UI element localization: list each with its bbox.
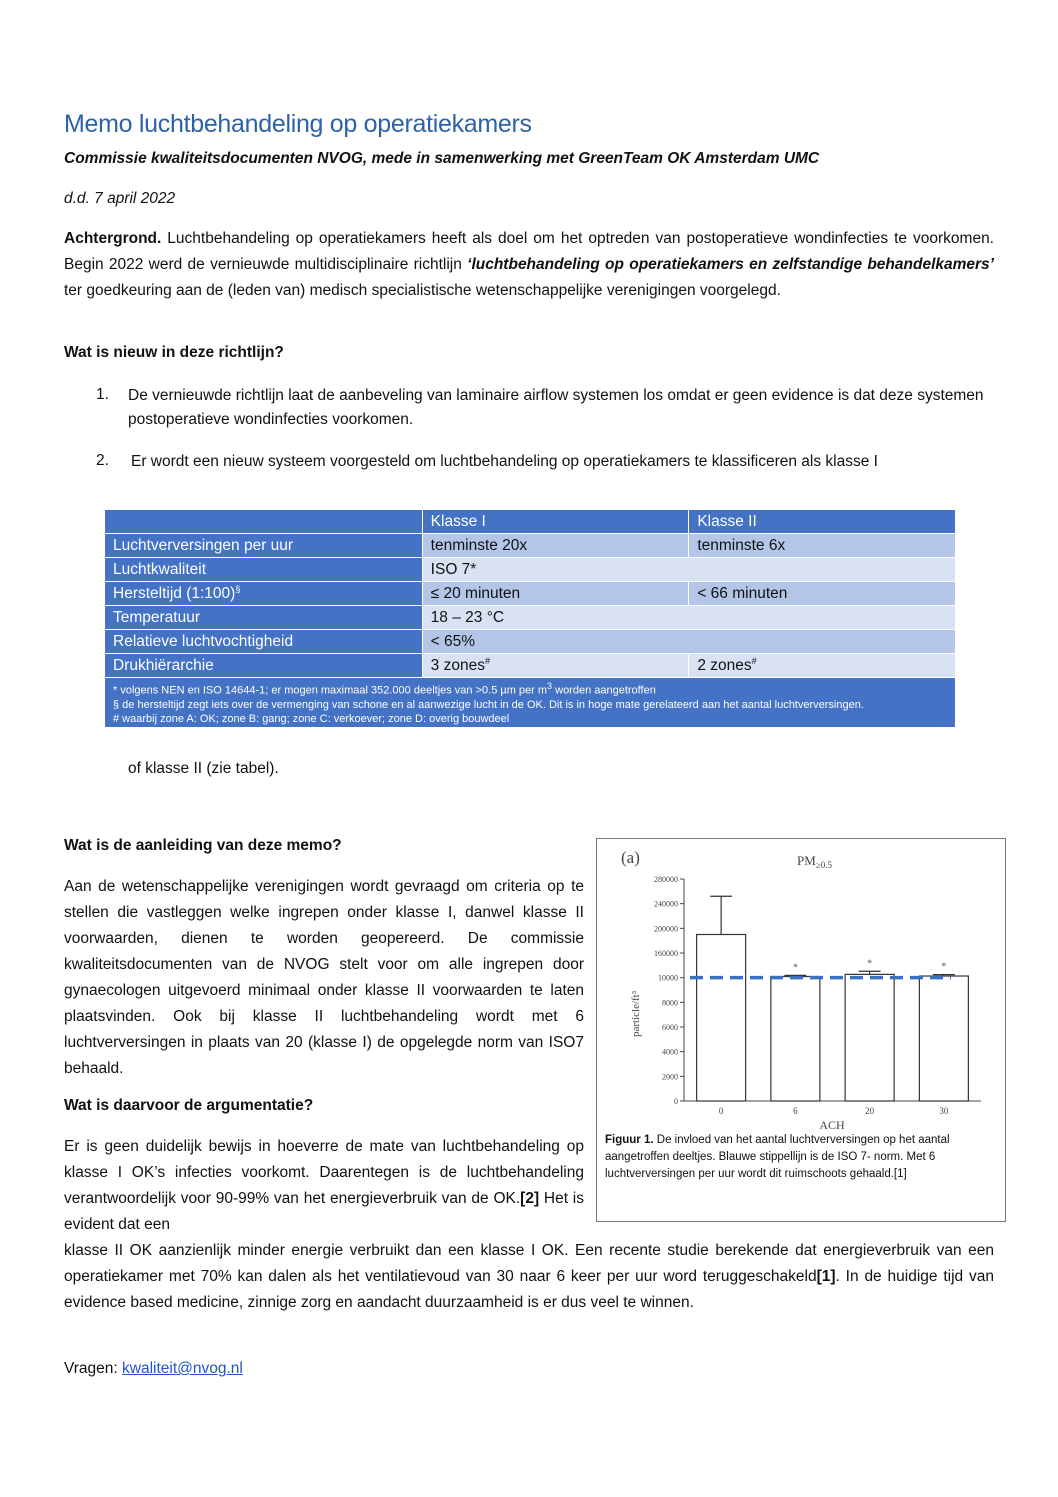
note-text: * volgens NEN en ISO 14644-1; er mogen maximaal 352.000 deeltjes van >0.5 µm per m <box>113 684 548 697</box>
chart-title <box>797 853 832 870</box>
argument-paragraph-wide <box>64 1238 994 1316</box>
page-title: Memo luchtbehandeling op operatiekamers <box>64 110 532 138</box>
cell-text: 2 zones <box>697 657 752 675</box>
footnote-marker: § <box>235 583 241 594</box>
significance-marker: * <box>867 958 873 970</box>
table-row <box>105 606 956 630</box>
table-note: § de hersteltijd zegt iets over de vermenging van schone en al aanwezige lucht in de OK. Dit is in hoge mate gerelateerd aan het aantal luchtverversingen. <box>113 698 864 711</box>
table-header-cell: Klasse I <box>422 510 689 534</box>
table-note <box>113 679 947 698</box>
y-tick-label: 280000 <box>654 875 678 884</box>
x-tick-label: 30 <box>939 1106 949 1116</box>
table-row <box>105 654 956 678</box>
argument-paragraph-narrow <box>64 1134 584 1238</box>
row-label-text: Hersteltijd (1:100) <box>113 585 236 603</box>
row-label: Relatieve luchtvochtigheid <box>105 630 423 654</box>
section-heading-reason: Wat is de aanleiding van deze memo? <box>64 837 342 854</box>
figure-frame <box>596 838 1006 1222</box>
row-label: Luchtkwaliteit <box>105 558 423 582</box>
page-subtitle: Commissie kwaliteitsdocumenten NVOG, mede in samenwerking met GreenTeam OK Amsterdam UMC <box>64 150 820 167</box>
list-item-continuation: of klasse II (zie tabel). <box>128 760 279 777</box>
y-tick-label: 200000 <box>654 924 678 934</box>
y-tick-label: 160000 <box>654 949 678 958</box>
caption-label: Figuur 1. <box>605 1134 654 1146</box>
list-item-number: 1. <box>96 386 109 403</box>
table-cell: tenminste 6x <box>689 534 956 558</box>
list-item-text: Er wordt een nieuw systeem voorgesteld om luchtbehandeling op operatiekamers te klassificeren als klasse I <box>131 453 878 470</box>
reference-2: [2] <box>520 1190 540 1207</box>
list-item-number: 2. <box>96 452 109 469</box>
table-header-cell <box>105 510 423 534</box>
chart-title-sub: ≥0.5 <box>815 860 832 870</box>
guideline-title: ‘luchtbehandeling op operatiekamers en zelfstandige behandelkamers’ <box>467 256 994 273</box>
table-header-cell: Klasse II <box>689 510 956 534</box>
y-tick-label: 4000 <box>662 1047 678 1057</box>
significance-marker: * <box>792 962 798 974</box>
bar <box>919 976 968 1101</box>
table-cell: ISO 7* <box>422 558 955 582</box>
table-notes-row <box>105 678 956 728</box>
row-label <box>105 582 423 606</box>
cell-text: 3 zones <box>430 657 485 675</box>
table-cell: < 65% <box>422 630 955 654</box>
background-text-2: ter goedkeuring aan de (leden van) medisch specialistische wetenschappelijke verenigingen voorgelegd. <box>64 282 781 299</box>
y-tick-label: 0 <box>674 1097 678 1106</box>
superscript: 3 <box>547 681 553 691</box>
contact-label: Vragen: <box>64 1360 123 1377</box>
background-label: Achtergrond. <box>64 230 162 247</box>
table-notes <box>105 678 956 728</box>
table-cell <box>689 654 956 678</box>
reason-paragraph: Aan de wetenschappelijke verenigingen wordt gevraagd om criteria op te stellen die vastleggen welke ingrepen onder klasse I, danwel klasse II voorwaarden, dienen te worden geopereerd. De commissie kwaliteitsdocumenten van de NVOG stelt voor om alle ingrepen door gynaecologen uitgevoerd minimaal onder klasse II voorwaarden te laten plaatsvinden. Ook bij klasse II luchtbehandeling wordt met 6 luchtverversingen in plaats van 20 (klasse I) de opgelegde norm van ISO7 behaald. <box>64 878 584 1077</box>
table-cell <box>422 654 689 678</box>
x-tick-label: 6 <box>793 1106 798 1116</box>
bar <box>845 974 894 1101</box>
email-link[interactable]: kwaliteit@nvog.nl <box>122 1360 243 1377</box>
footnote-marker: # <box>484 655 490 666</box>
y-axis-label: particle/ft³ <box>630 990 642 1038</box>
argument-text: Er is geen duidelijk bewijs in hoeverre de mate van luchtbehandeling op klasse I OK’s infecties voorkomt. Daarentegen is de luchtbehandeling verantwoordelijk voor 90-99% van het energieverbruik van de OK. <box>64 1138 584 1207</box>
y-tick-label: 8000 <box>662 998 678 1008</box>
y-tick-label: 10000 <box>658 973 678 983</box>
row-label: Luchtverversingen per uur <box>105 534 423 558</box>
row-label: Temperatuur <box>105 606 423 630</box>
background-text-1: Luchtbehandeling op operatiekamers heeft als doel om het optreden van postoperatieve wondinfecties te voorkomen. Begin 2022 werd de vernieuwde multidisciplinaire richtlijn <box>64 230 994 273</box>
table-cell: 18 – 23 °C <box>422 606 955 630</box>
reference-1: [1] <box>816 1268 836 1285</box>
bar <box>771 977 820 1101</box>
argument-text: . In de huidige tijd van evidence based medicine, zinnige zorg en aandacht duurzaamheid is er dus veel te winnen. <box>64 1268 994 1311</box>
bar-chart <box>597 839 1005 1129</box>
memo-date: d.d. 7 april 2022 <box>64 190 176 207</box>
footnote-marker: # <box>751 655 757 666</box>
bar <box>697 935 746 1102</box>
table-row <box>105 582 956 606</box>
background-paragraph <box>64 226 994 304</box>
table-row <box>105 558 956 582</box>
table-cell: ≤ 20 minuten <box>422 582 689 606</box>
klasse-table <box>104 509 956 728</box>
figure-caption <box>605 1132 1001 1183</box>
caption-text: De invloed van het aantal luchtverversingen op het aantal aangetroffen deeltjes. Blauwe stippellijn is de ISO 7- norm. Met 6 luchtverversingen per uur wordt dit ruimschoots gehaald.[1] <box>605 1134 950 1180</box>
chart-title-main: PM <box>797 853 816 868</box>
table-row <box>105 534 956 558</box>
table-row <box>105 630 956 654</box>
x-axis-label: ACH <box>819 1118 845 1129</box>
argument-text: Het is evident dat een <box>64 1190 584 1233</box>
x-tick-label: 0 <box>718 1106 724 1116</box>
significance-marker: * <box>941 961 947 973</box>
contact-line <box>64 1356 243 1382</box>
y-tick-label: 6000 <box>662 1023 678 1032</box>
section-heading-argument: Wat is daarvoor de argumentatie? <box>64 1097 314 1114</box>
list-item-text: De vernieuwde richtlijn laat de aanbeveling van laminaire airflow systemen los omdat er geen evidence is dat deze systemen postoperatieve wondinfecties voorkomen. <box>128 387 984 428</box>
x-tick-label: 20 <box>865 1106 875 1116</box>
table-cell: tenminste 20x <box>422 534 689 558</box>
y-tick-label: 2000 <box>662 1072 678 1082</box>
panel-label: (a) <box>621 848 640 867</box>
table-cell: < 66 minuten <box>689 582 956 606</box>
section-heading-new: Wat is nieuw in deze richtlijn? <box>64 344 284 361</box>
row-label: Drukhiërarchie <box>105 654 423 678</box>
table-header-row <box>105 510 956 534</box>
y-tick-label: 240000 <box>654 899 678 909</box>
table-note: # waarbij zone A: OK; zone B: gang; zone C: verkoever; zone D: overig bouwdeel <box>113 712 510 725</box>
argument-text: klasse II OK aanzienlijk minder energie verbruikt dan een klasse I OK. Een recente studie berekende dat energieverbruik van een operatiekamer met 70% kan dalen als het ventilatievoud van 30 naar 6 keer per uur word teruggeschakeld <box>64 1242 994 1285</box>
note-text: worden aangetroffen <box>552 684 656 697</box>
